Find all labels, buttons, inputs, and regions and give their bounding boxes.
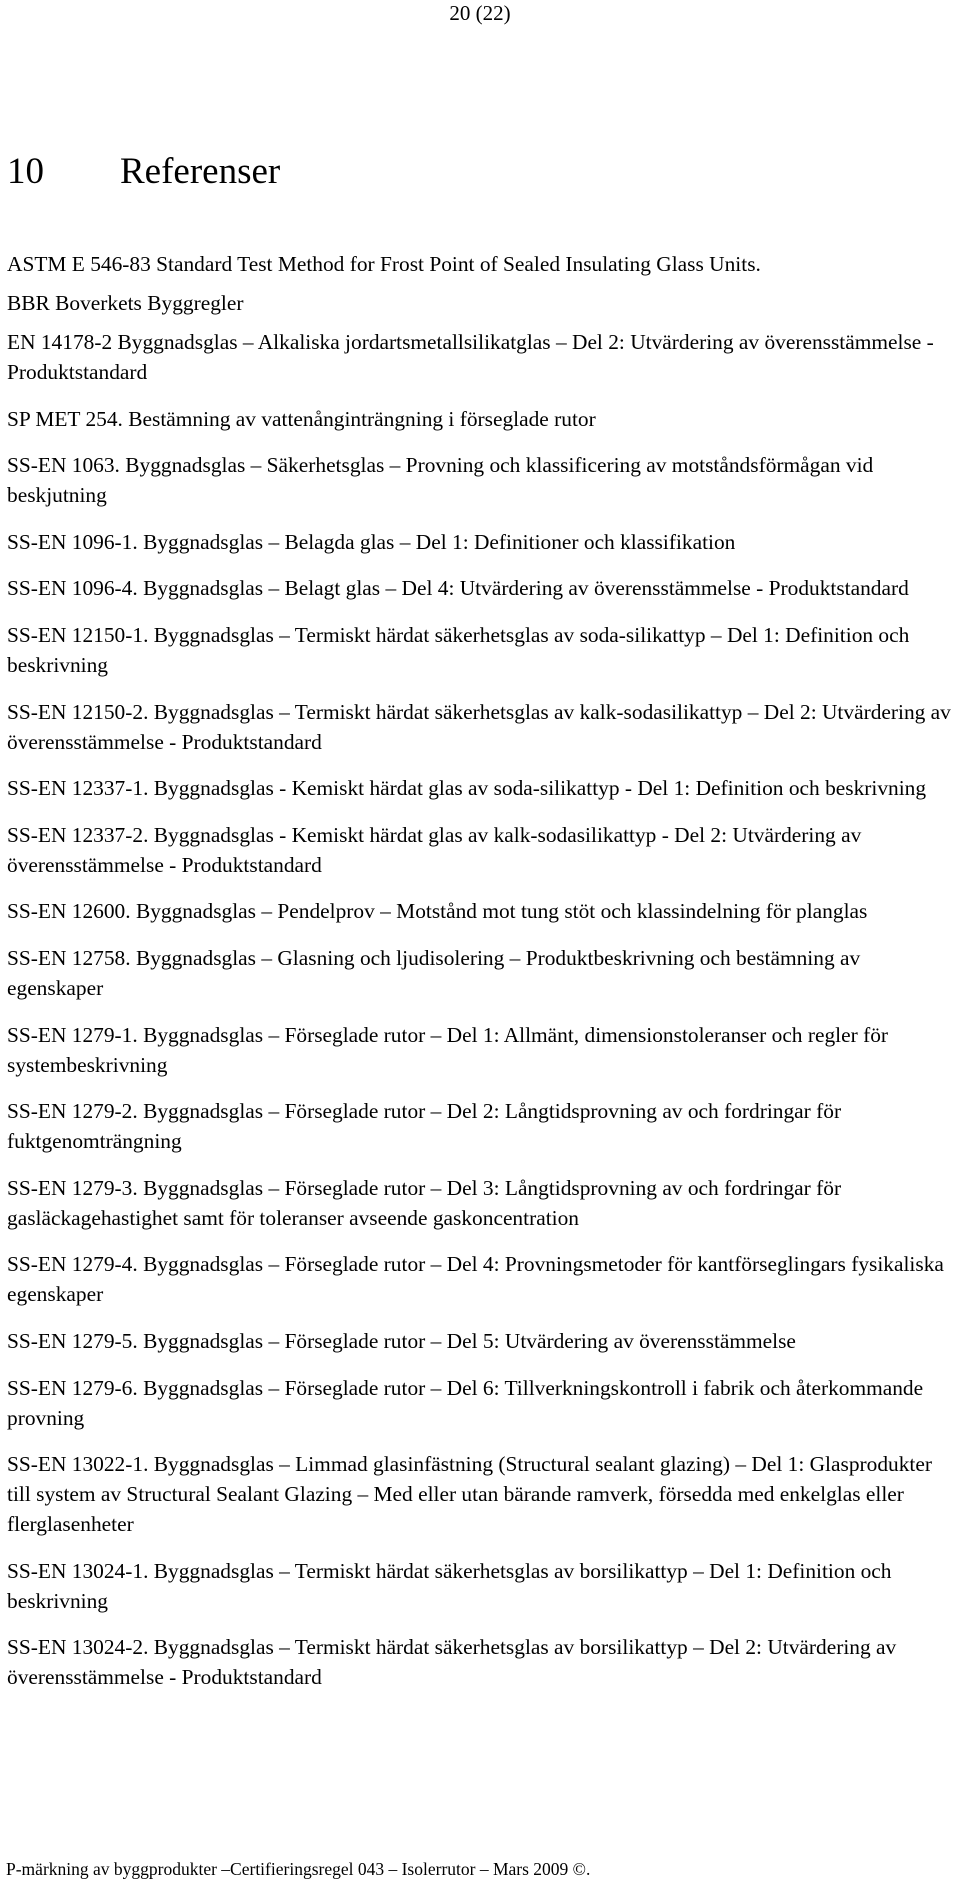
reference-item: SS-EN 1063. Byggnadsglas – Säkerhetsglas – Provning och klassificering av motståndsförmågan vid beskjutning (7, 453, 874, 508)
reference-item: SS-EN 1279-1. Byggnadsglas – Förseglade rutor – Del 1: Allmänt, dimensionstoleranser och regler för systembeskrivning (7, 1022, 889, 1077)
reference-item: SS-EN 12600. Byggnadsglas – Pendelprov – Motstånd mot tung stöt och klassindelning för planglas (7, 899, 868, 924)
reference-item: SS-EN 1096-4. Byggnadsglas – Belagt glas – Del 4: Utvärdering av överensstämmelse - Produktstandard (7, 576, 909, 601)
reference-item: SS-EN 1279-5. Byggnadsglas – Förseglade rutor – Del 5: Utvärdering av överensstämmelse (7, 1328, 796, 1353)
reference-item: SS-EN 1279-6. Byggnadsglas – Förseglade rutor – Del 6: Tillverkningskontroll i fabrik och återkommande provning (7, 1375, 924, 1430)
reference-item: SS-EN 12758. Byggnadsglas – Glasning och ljudisolering – Produktbeskrivning och bestämning av egenskaper (7, 945, 861, 1000)
reference-item: SS-EN 1279-3. Byggnadsglas – Förseglade rutor – Del 3: Långtidsprovning av och fordringar för gasläckagehastighet samt för toleranser avseende gaskoncentration (7, 1175, 842, 1230)
reference-item: SS-EN 13024-2. Byggnadsglas – Termiskt härdat säkerhetsglas av borsilikattyp – Del 2: Utvärdering av överensstämmelse - Produktstandard (7, 1635, 897, 1690)
reference-item: EN 14178-2 Byggnadsglas – Alkaliska jordartsmetallsilikatglas – Del 2: Utvärdering av överensstämmelse - Produktstandard (7, 330, 934, 384)
reference-item: SS-EN 12150-2. Byggnadsglas – Termiskt härdat säkerhetsglas av kalk-sodasilikattyp – Del 2: Utvärdering av överensstämmelse - Produktstandard (7, 699, 951, 754)
reference-item: BBR Boverkets Byggregler (7, 291, 244, 315)
section-heading (7, 150, 280, 194)
page-footer: P-märkning av byggprodukter –Certifieringsregel 043 – Isolerrutor – Mars 2009 ©. (6, 1859, 591, 1879)
section-title: Referenser (120, 151, 281, 192)
page-number: 20 (22) (449, 1, 511, 25)
reference-item: SS-EN 13024-1. Byggnadsglas – Termiskt härdat säkerhetsglas av borsilikattyp – Del 1: Definition och beskrivning (7, 1558, 892, 1613)
reference-item: SS-EN 12337-1. Byggnadsglas - Kemiskt härdat glas av soda-silikattyp - Del 1: Definition och beskrivning (7, 776, 927, 801)
reference-item: SS-EN 13022-1. Byggnadsglas – Limmad glasinfästning (Structural sealant glazing) – Del 1: Glasprodukter till system av Structural Sealant Glazing – Med eller utan bärande ramverk, försedda med enkelglas eller flerglasenheter (7, 1452, 932, 1537)
reference-item: SS-EN 1096-1. Byggnadsglas – Belagda glas – Del 1: Definitioner och klassifikation (7, 529, 736, 554)
reference-item: SS-EN 12337-2. Byggnadsglas - Kemiskt härdat glas av kalk-sodasilikattyp - Del 2: Utvärdering av överensstämmelse - Produktstandard (7, 822, 862, 877)
reference-list (7, 249, 957, 1709)
reference-item: SS-EN 12150-1. Byggnadsglas – Termiskt härdat säkerhetsglas av soda-silikattyp – Del 1: Definition och beskrivning (7, 622, 910, 677)
reference-item: SS-EN 1279-2. Byggnadsglas – Förseglade rutor – Del 2: Långtidsprovning av och fordringar för fuktgenomträngning (7, 1099, 842, 1154)
reference-item: SP MET 254. Bestämning av vattenånginträngning i förseglade rutor (7, 406, 596, 431)
section-number: 10 (7, 151, 44, 192)
reference-item: SS-EN 1279-4. Byggnadsglas – Förseglade rutor – Del 4: Provningsmetoder för kantförseglingars fysikaliska egenskaper (7, 1252, 944, 1307)
reference-item: ASTM E 546-83 Standard Test Method for Frost Point of Sealed Insulating Glass Units. (7, 252, 761, 276)
